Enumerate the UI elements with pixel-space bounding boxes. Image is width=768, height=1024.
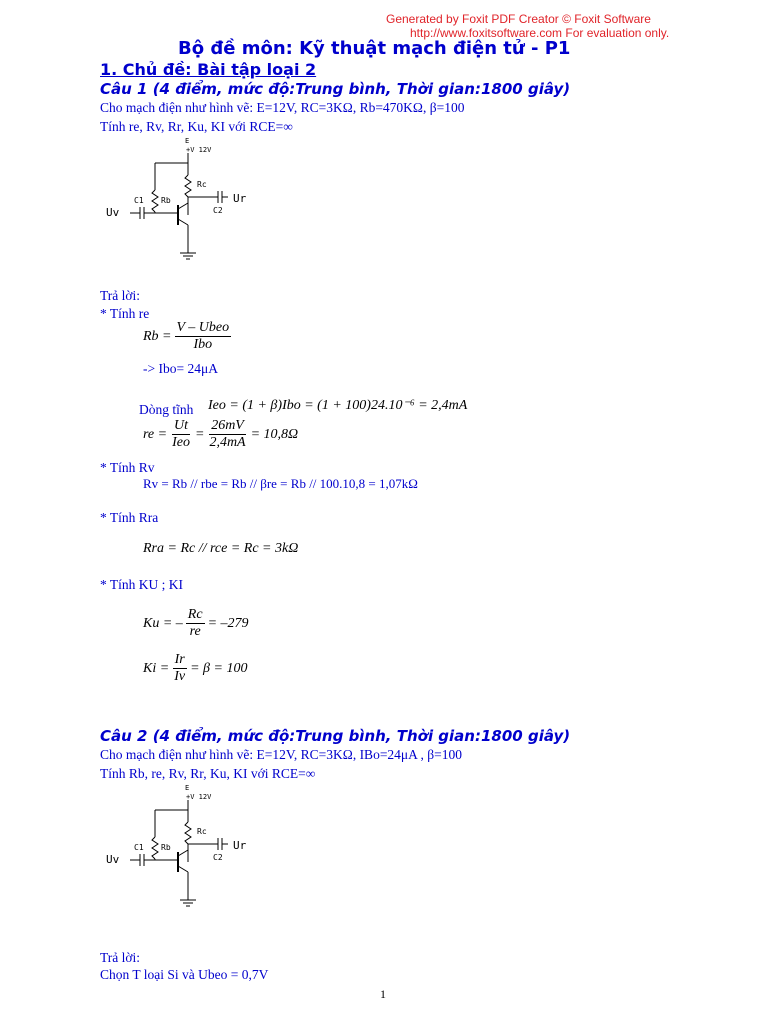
rb-numerator: V – Ubeo bbox=[176, 320, 230, 335]
re-denominator-1: Ieo bbox=[172, 435, 190, 450]
document-title: Bộ đề môn: Kỹ thuật mạch điện tử - P1 bbox=[178, 38, 571, 59]
ku-result: = –279 bbox=[207, 615, 249, 631]
circuit-2-rc-label: Rc bbox=[197, 827, 207, 836]
rb-lhs: Rb = bbox=[143, 328, 172, 344]
circuit-1-c1-label: C1 bbox=[134, 196, 144, 205]
question-2-given: Cho mạch điện như hình vẽ: E=12V, RC=3KΩ, IBo=24μA , β=100 bbox=[100, 747, 463, 762]
circuit-2-rb-label: Rb bbox=[161, 843, 171, 852]
circuit-1-ur-label: Ur bbox=[233, 192, 247, 205]
re-numerator-1: Ut bbox=[174, 418, 189, 433]
step-rra: * Tính Rra bbox=[100, 510, 159, 525]
ku-denominator: re bbox=[189, 624, 201, 639]
ki-fraction bbox=[172, 652, 187, 685]
circuit-1-rc-label: Rc bbox=[197, 180, 207, 189]
circuit-1-rb-label: Rb bbox=[161, 196, 171, 205]
circuit-1-e-label: E bbox=[185, 137, 190, 145]
page-number: 1 bbox=[380, 987, 386, 1001]
ki-lhs: Ki = bbox=[143, 660, 170, 676]
ki-formula bbox=[143, 652, 247, 685]
circuit-1-c2-label: C2 bbox=[213, 206, 223, 215]
rb-formula bbox=[143, 320, 234, 353]
question-1-heading: Câu 1 (4 điểm, mức độ:Trung bình, Thời gian:1800 giây) bbox=[100, 80, 571, 98]
circuit-diagram-2 bbox=[100, 782, 260, 917]
question-2-ask: Tính Rb, re, Rv, Rr, Ku, KI với RCE=∞ bbox=[100, 766, 316, 781]
circuit-diagram-1 bbox=[100, 135, 260, 270]
rb-denominator: Ibo bbox=[193, 337, 213, 352]
circuit-2-c2-label: C2 bbox=[213, 853, 223, 862]
re-result: = 10,8Ω bbox=[250, 426, 299, 442]
answer-2-label: Trả lời: bbox=[100, 950, 141, 965]
re-fraction-2 bbox=[207, 418, 247, 451]
ku-fraction bbox=[186, 607, 205, 640]
ku-numerator: Rc bbox=[187, 607, 203, 622]
answer-1-label: Trả lời: bbox=[100, 288, 141, 303]
ieo-formula: Ieo = (1 + β)Ibo = (1 + 100)24.10⁻⁶ = 2,4mA bbox=[208, 398, 468, 413]
rv-formula: Rv = Rb // rbe = Rb // βre = Rb // 100.10,8 = 1,07kΩ bbox=[143, 476, 418, 491]
step-k: * Tính KU ; KI bbox=[100, 577, 183, 592]
circuit-2-ur-label: Ur bbox=[233, 839, 247, 852]
ku-lhs: Ku = – bbox=[143, 615, 183, 631]
step-rv: * Tính Rv bbox=[100, 460, 155, 475]
re-fraction-1 bbox=[170, 418, 192, 451]
ki-numerator: Ir bbox=[174, 652, 185, 667]
re-equals: = bbox=[194, 426, 205, 442]
step-re: * Tính re bbox=[100, 306, 150, 321]
question-1-given: Cho mạch điện như hình vẽ: E=12V, RC=3KΩ, Rb=470KΩ, β=100 bbox=[100, 100, 465, 115]
ki-result: = β = 100 bbox=[190, 660, 248, 676]
question-1-ask: Tính re, Rv, Rr, Ku, KI với RCE=∞ bbox=[100, 119, 293, 134]
ki-denominator: Iv bbox=[174, 669, 186, 684]
ku-formula bbox=[143, 607, 249, 640]
ibo-result: -> Ibo= 24μA bbox=[143, 361, 218, 376]
re-lhs: re = bbox=[143, 426, 168, 442]
watermark-line-2: http://www.foxitsoftware.com For evaluation only. bbox=[410, 26, 670, 40]
watermark-line-1: Generated by Foxit PDF Creator © Foxit Software bbox=[386, 12, 651, 26]
circuit-1-v-label: +V 12V bbox=[186, 146, 212, 154]
circuit-2-v-label: +V 12V bbox=[186, 793, 212, 801]
rra-formula: Rra = Rc // rce = Rc = 3kΩ bbox=[143, 541, 299, 556]
dong-tinh-label: Dòng tĩnh bbox=[139, 402, 194, 417]
rb-fraction bbox=[175, 320, 232, 353]
question-2-heading: Câu 2 (4 điểm, mức độ:Trung bình, Thời gian:1800 giây) bbox=[100, 727, 571, 745]
re-denominator-2: 2,4mA bbox=[209, 435, 246, 450]
circuit-2-c1-label: C1 bbox=[134, 843, 144, 852]
circuit-2-uv-label: Uv bbox=[106, 853, 120, 866]
re-formula bbox=[143, 418, 298, 451]
circuit-1-uv-label: Uv bbox=[106, 206, 120, 219]
topic-heading: 1. Chủ đề: Bài tập loại 2 bbox=[100, 60, 317, 79]
circuit-2-e-label: E bbox=[185, 784, 190, 792]
re-numerator-2: 26mV bbox=[211, 418, 244, 433]
answer-2-line: Chọn T loại Si và Ubeo = 0,7V bbox=[100, 967, 269, 982]
